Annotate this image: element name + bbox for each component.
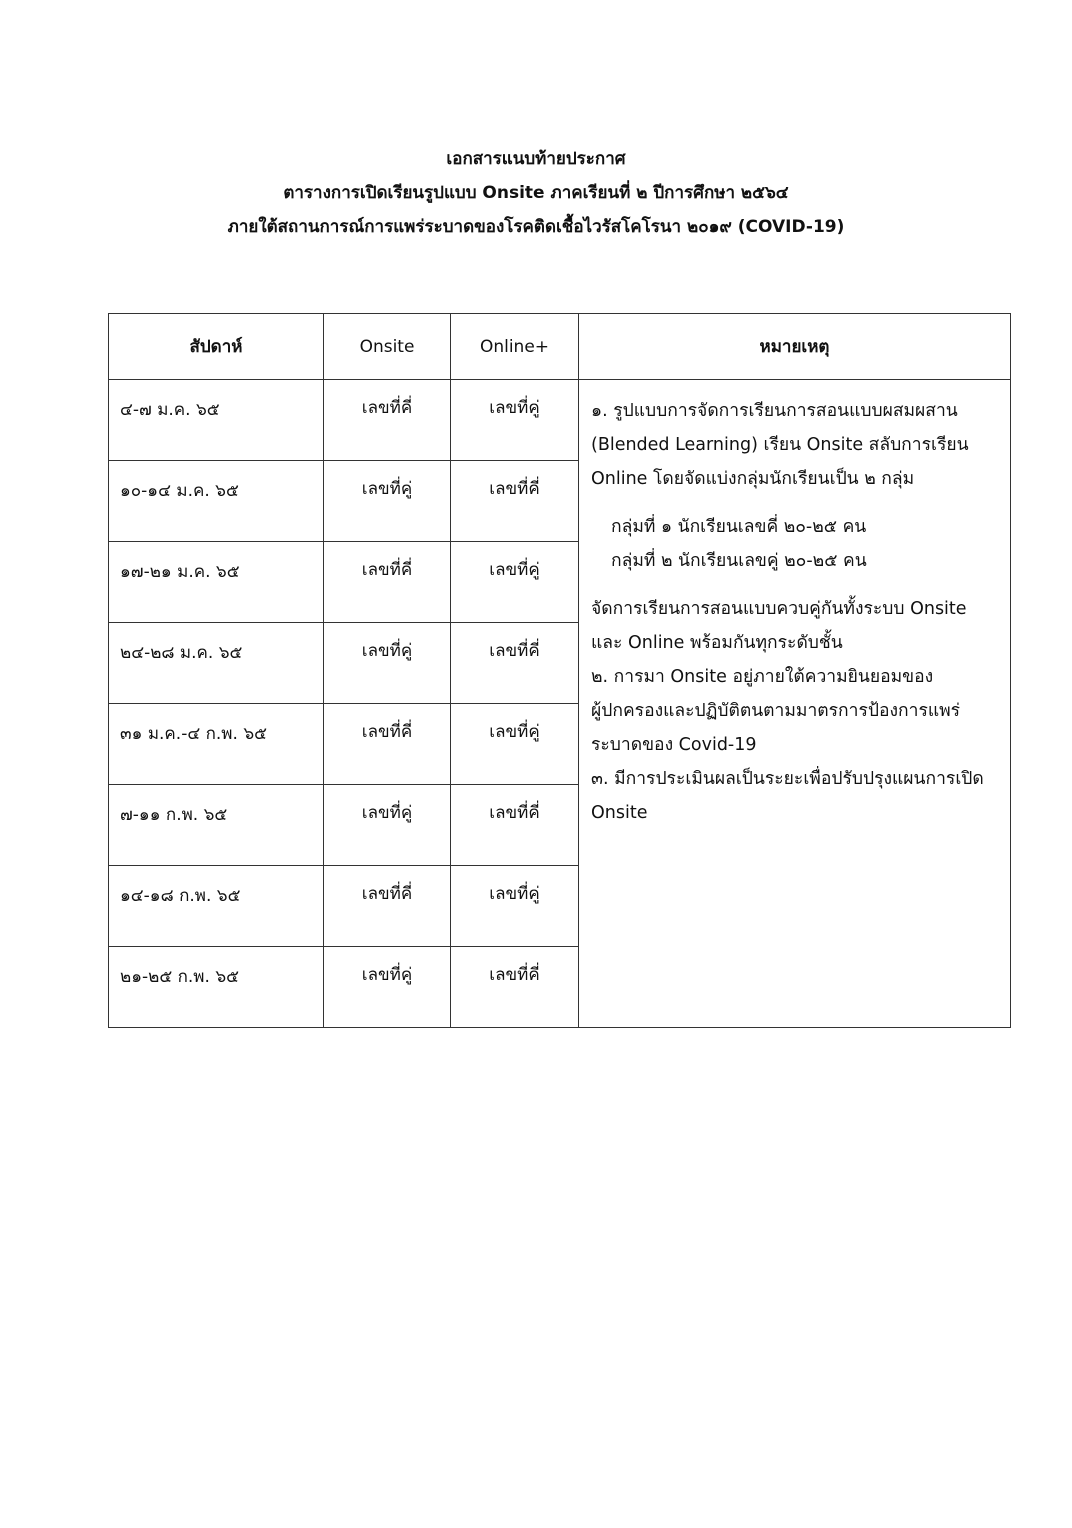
onsite-cell: เลขที่คี่ [324, 866, 451, 947]
week-cell: ๑๐-๑๔ ม.ค. ๖๕ [109, 461, 324, 542]
note-2-line-2: ผู้ปกครองและปฏิบัติตนตามมาตรการป้องการแพร่ [591, 701, 961, 721]
note-blend-line-2: และ Online พร้อมกันทุกระดับชั้น [591, 633, 843, 653]
week-cell: ๗-๑๑ ก.พ. ๖๕ [109, 785, 324, 866]
onsite-cell: เลขที่คู่ [324, 785, 451, 866]
note-1-line-3: Online โดยจัดแบ่งกลุ่มนักเรียนเป็น ๒ กลุ่ม [591, 469, 915, 489]
note-3-line-1: ๓. มีการประเมินผลเป็นระยะเพื่อปรับปรุงแผนการเปิด [591, 769, 984, 789]
header-title: เอกสารแนบท้ายประกาศ [446, 149, 626, 169]
week-cell: ๒๔-๒๘ ม.ค. ๖๕ [109, 623, 324, 704]
document-header [0, 142, 1072, 244]
header-context: ภายใต้สถานการณ์การแพร่ระบาดของโรคติดเชื้อไวรัสโคโรนา ๒๐๑๙ (COVID-19) [227, 217, 845, 237]
note-group-2: กลุ่มที่ ๒ นักเรียนเลขคู่ ๒๐-๒๕ คน [611, 551, 867, 571]
note-group-1: กลุ่มที่ ๑ นักเรียนเลขคี่ ๒๐-๒๕ คน [611, 517, 867, 537]
online-cell: เลขที่คู่ [451, 704, 579, 785]
onsite-cell: เลขที่คู่ [324, 623, 451, 704]
column-header-onsite: Onsite [324, 314, 451, 380]
online-cell: เลขที่คี่ [451, 461, 579, 542]
column-header-online: Online+ [451, 314, 579, 380]
online-cell: เลขที่คี่ [451, 785, 579, 866]
schedule-table [108, 313, 1011, 1028]
header-subtitle: ตารางการเปิดเรียนรูปแบบ Onsite ภาคเรียนที่ ๒ ปีการศึกษา ๒๕๖๔ [283, 183, 789, 203]
note-3-line-2: Onsite [591, 803, 648, 823]
table-row [109, 380, 1011, 461]
week-cell: ๔-๗ ม.ค. ๖๕ [109, 380, 324, 461]
note-2-line-3: ระบาดของ Covid-19 [591, 735, 757, 755]
column-header-notes: หมายเหตุ [579, 314, 1011, 380]
note-1-line-2: (Blended Learning) เรียน Onsite สลับการเรียน [591, 435, 969, 455]
online-cell: เลขที่คู่ [451, 380, 579, 461]
online-cell: เลขที่คี่ [451, 623, 579, 704]
onsite-cell: เลขที่คู่ [324, 461, 451, 542]
online-cell: เลขที่คี่ [451, 947, 579, 1028]
online-cell: เลขที่คู่ [451, 542, 579, 623]
notes-cell [579, 380, 1011, 1028]
onsite-cell: เลขที่คู่ [324, 947, 451, 1028]
week-cell: ๒๑-๒๕ ก.พ. ๖๕ [109, 947, 324, 1028]
onsite-cell: เลขที่คี่ [324, 704, 451, 785]
week-cell: ๓๑ ม.ค.-๔ ก.พ. ๖๕ [109, 704, 324, 785]
note-1-line-1: ๑. รูปแบบการจัดการเรียนการสอนแบบผสมผสาน [591, 401, 958, 421]
note-2-line-1: ๒. การมา Onsite อยู่ภายใต้ความยินยอมของ [591, 667, 934, 687]
week-cell: ๑๗-๒๑ ม.ค. ๖๕ [109, 542, 324, 623]
column-header-week: สัปดาห์ [109, 314, 324, 380]
note-blend-line-1: จัดการเรียนการสอนแบบควบคู่กันทั้งระบบ Onsite [591, 599, 967, 619]
online-cell: เลขที่คู่ [451, 866, 579, 947]
table-header-row [109, 314, 1011, 380]
onsite-cell: เลขที่คี่ [324, 380, 451, 461]
onsite-cell: เลขที่คี่ [324, 542, 451, 623]
week-cell: ๑๔-๑๘ ก.พ. ๖๕ [109, 866, 324, 947]
